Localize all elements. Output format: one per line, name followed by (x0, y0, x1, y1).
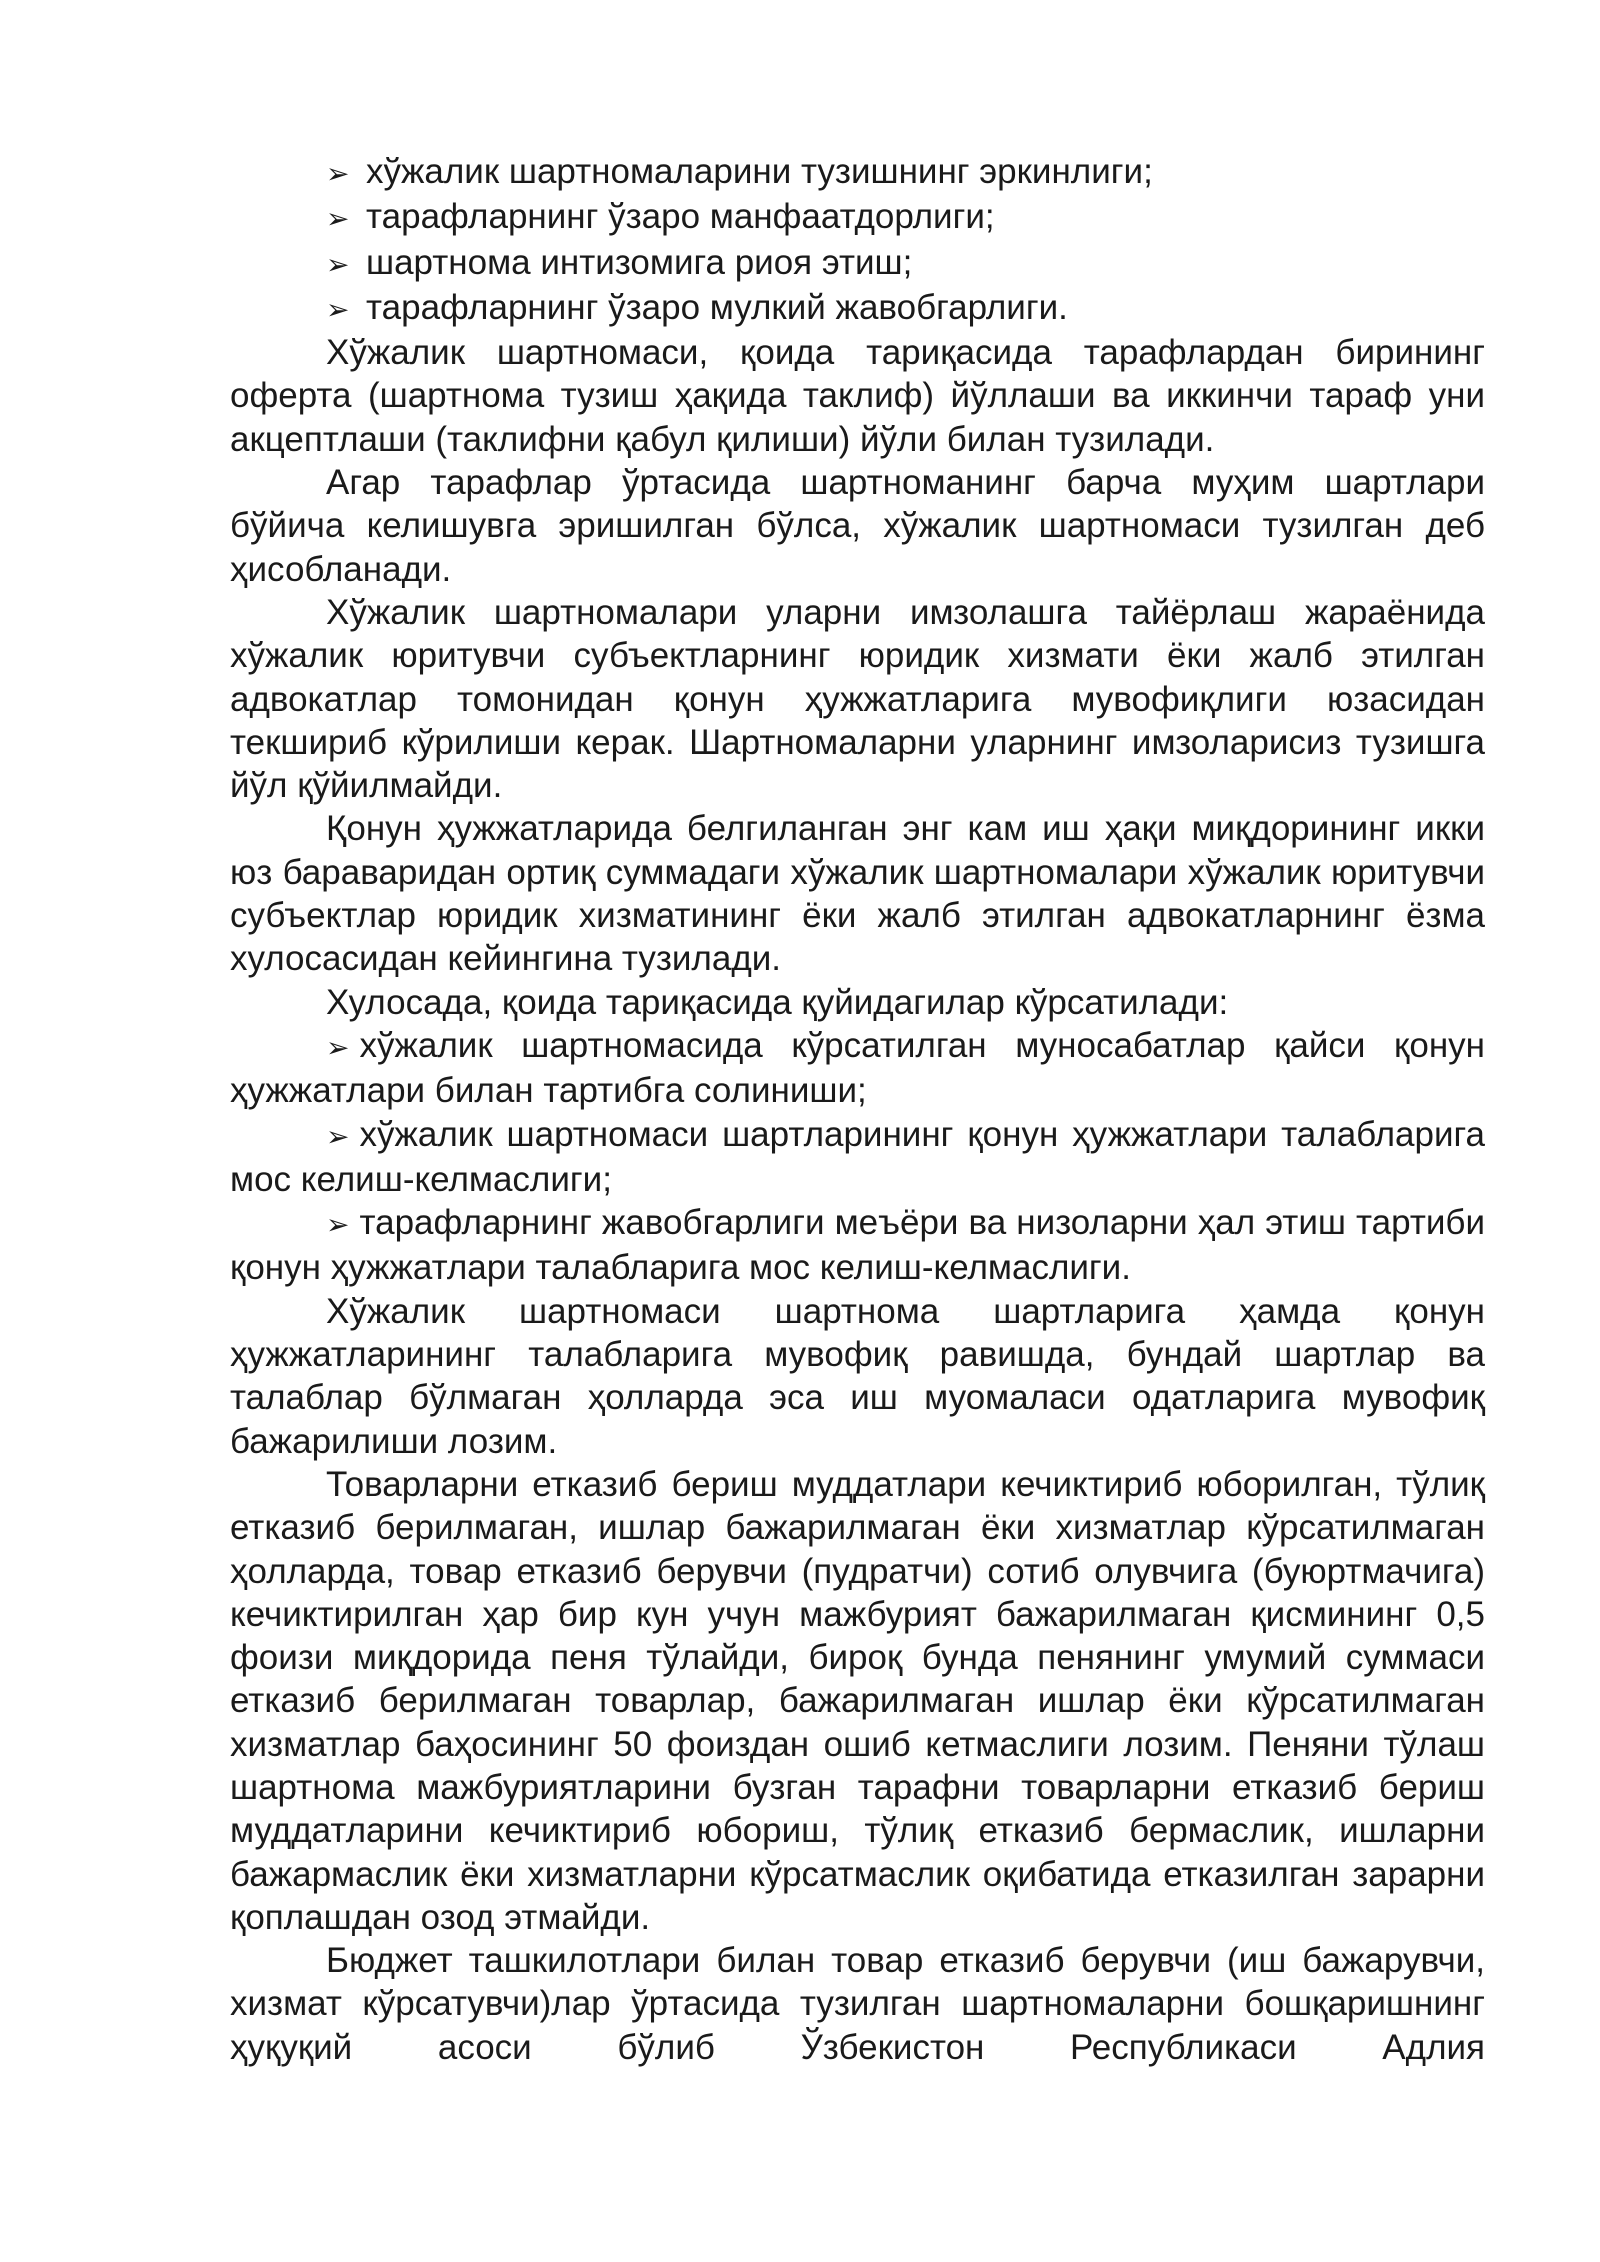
list-item-text: тарафларнинг жавобгарлиги меъёри ва низоларни ҳал этиш тартиби қонун ҳужжатлари талабларига мос келиш-келмаслиги. (230, 1203, 1485, 1288)
list-item-text: хўжалик шартномаси шартларининг қонун ҳужжатлари талабларига мос келиш-келмаслиги; (230, 1114, 1485, 1199)
paragraph: Агар тарафлар ўртасида шартноманинг барча муҳим шартлари бўйича келишувга эришилган бўлса, хўжалик шартномаси тузилган деб ҳисобланади. (230, 463, 1485, 589)
list-item (230, 195, 1485, 240)
arrow-bullet-icon: ➢ (326, 292, 350, 326)
document-page (230, 150, 1485, 2069)
paragraph: Хўжалик шартномаси шартнома шартларига ҳамда қонун ҳужжатларининг талабларига мувофиқ равишда, бундай шартлар ва талаблар бўлмаган ҳолларда эса иш муомаласи одатларига мувофиқ бажарилиши лозим. (230, 1291, 1485, 1461)
paragraph: Бюджет ташкилотлари билан товар етказиб берувчи (иш бажарувчи, хизмат кўрсатувчи)лар ўртасида тузилган шартномаларни бошқаришнинг ҳуқуқий асоси бўлиб Ўзбекистон Республикаси Адлия (230, 1941, 1485, 2067)
arrow-bullet-icon: ➢ (326, 247, 350, 281)
paragraph: Хулосада, қоида тариқасида қуйидагилар кўрсатилади: (326, 982, 1229, 1022)
list-item-text: шартнома интизомига риоя этиш; (366, 242, 913, 282)
list-item (230, 150, 1485, 195)
list-item (230, 286, 1485, 331)
paragraph: Товарларни етказиб бериш муддатлари кечиктириб юборилган, тўлиқ етказиб берилмаган, ишлар бажарилмаган ёки хизматлар кўрсатилмаган ҳолларда, товар етказиб берувчи (пудратчи) сотиб олувчига (буюртмачига) кечиктирилган ҳар бир кун учун мажбурият бажарилмаган қисмининг 0,5 фоизи миқдорида пеня тўлайди, бироқ бунда пенянинг умумий суммаси етказиб берилмаган товарлар, бажарилмаган ишлар ёки кўрсатилмаган хизматлар баҳосининг 50 фоиздан ошиб кетмаслиги лозим. Пеняни тўлаш шартнома мажбуриятларини бузган тарафни товарларни етказиб бериш муддатларини кечиктириб юбориш, тўлиқ етказиб бермаслик, ишларни бажармаслик ёки хизматларни кўрсатмаслик оқибатида етказилган зарарни қоплашдан озод этмайди. (230, 1464, 1485, 1937)
arrow-bullet-icon: ➢ (326, 202, 350, 236)
paragraph: Хўжалик шартномаси, қоида тариқасида тарафлардан бирининг оферта (шартнома тузиш ҳақида таклиф) йўллаши ва иккинчи тараф уни акцептлаши (таклифни қабул қилиши) йўли билан тузилади. (230, 333, 1485, 459)
list-item-text: хўжалик шартномасида кўрсатилган муносабатлар қайси қонун ҳужжатлари билан тартибга солиниши; (230, 1025, 1485, 1111)
list-item-text: хўжалик шартномаларини тузишнинг эркинлиги; (366, 152, 1153, 191)
arrow-bullet-icon: ➢ (326, 1208, 350, 1242)
list-item (230, 241, 1485, 286)
list-item (230, 1113, 1485, 1202)
arrow-bullet-icon: ➢ (326, 1119, 350, 1153)
arrow-bullet-icon: ➢ (326, 1030, 350, 1064)
arrow-bullet-icon: ➢ (326, 157, 350, 190)
list-item (230, 1024, 1485, 1113)
list-item-text: тарафларнинг ўзаро мулкий жавобгарлиги. (366, 287, 1068, 327)
paragraph: Қонун ҳужжатларида белгиланган энг кам иш ҳақи миқдорининг икки юз бараваридан ортиқ суммадаги хўжалик шартномалари хўжалик юритувчи субъектлар юридик хизматининг ёки жалб этилган адвокатларнинг ёзма хулосасидан кейингина тузилади. (230, 809, 1485, 979)
list-item-text: тарафларнинг ўзаро манфаатдорлиги; (366, 197, 995, 237)
list-item (230, 1201, 1485, 1290)
paragraph: Хўжалик шартномалари уларни имзолашга тайёрлаш жараёнида хўжалик юритувчи субъектларнинг юридик хизмати ёки жалб этилган адвокатлар томонидан қонун ҳужжатларига мувофиқлиги юзасидан текшириб кўрилиши керак. Шартномаларни уларнинг имзоларисиз тузишга йўл қўйилмайди. (230, 592, 1485, 806)
